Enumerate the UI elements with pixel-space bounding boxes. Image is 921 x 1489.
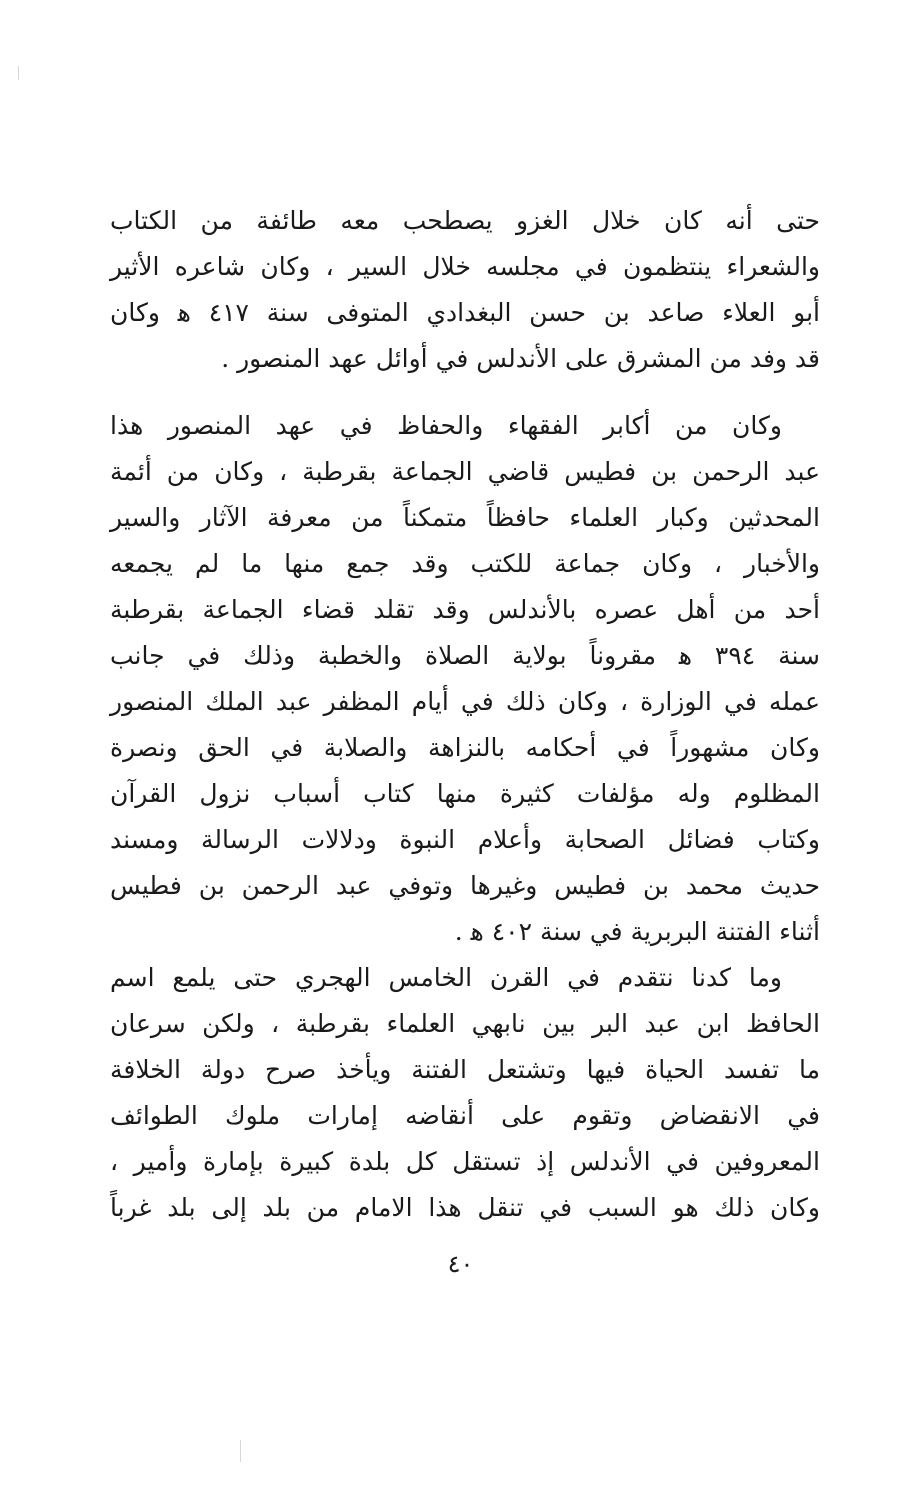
text-line: عبد الرحمن بن فطيس قاضي الجماعة بقرطبة ، وكان من أئمة <box>110 457 820 486</box>
paragraph-2 <box>110 403 820 955</box>
paragraph-1 <box>110 198 820 382</box>
text-line: عمله في الوزارة ، وكان ذلك في أيام المظفر عبد الملك المنصور <box>110 687 820 716</box>
page-number: ٤٠ <box>447 1250 474 1278</box>
text-line: وكتاب فضائل الصحابة وأعلام النبوة ودلالات الرسالة ومسند <box>110 825 820 854</box>
text-line: المظلوم وله مؤلفات كثيرة منها كتاب أسباب نزول القرآن <box>110 779 820 808</box>
text-line: أحد من أهل عصره بالأندلس وقد تقلد قضاء الجماعة بقرطبة <box>110 595 820 624</box>
text-line: الحافظ ابن عبد البر بين نابهي العلماء بقرطبة ، ولكن سرعان <box>110 1009 820 1038</box>
text-line: وكان ذلك هو السبب في تنقل هذا الامام من بلد إلى بلد غرباً <box>110 1193 820 1222</box>
text-line: وكان من أكابر الفقهاء والحفاظ في عهد المنصور هذا <box>110 411 782 440</box>
text-line: المعروفين في الأندلس إذ تستقل كل بلدة كبيرة بإمارة وأمير ، <box>110 1147 820 1176</box>
paragraph-3 <box>110 955 820 1231</box>
text-line: حديث محمد بن فطيس وغيرها وتوفي عبد الرحمن بن فطيس <box>110 871 820 900</box>
text-line: أبو العلاء صاعد بن حسن البغدادي المتوفى سنة ٤١٧ ﻫ وكان <box>110 298 821 327</box>
text-line: والشعراء ينتظمون في مجلسه خلال السير ، وكان شاعره الأثير <box>110 252 820 281</box>
text-line: ما تفسد الحياة فيها وتشتعل الفتنة ويأخذ صرح دولة الخلافة <box>110 1055 820 1084</box>
text-line: المحدثين وكبار العلماء حافظاً متمكناً من معرفة الآثار والسير <box>110 503 820 532</box>
text-line: قد وفد من المشرق على الأندلس في أوائل عهد المنصور . <box>221 344 820 373</box>
scan-mark <box>18 66 19 80</box>
text-line: في الانقضاض وتقوم على أنقاضه إمارات ملوك الطوائف <box>110 1101 820 1130</box>
text-line: أثناء الفتنة البربرية في سنة ٤٠٢ ﻫ . <box>454 917 820 946</box>
text-line: والأخبار ، وكان جماعة للكتب وقد جمع منها ما لم يجمعه <box>110 549 820 578</box>
text-line: سنة ٣٩٤ ﻫ مقروناً بولاية الصلاة والخطبة وذلك في جانب <box>110 641 820 670</box>
text-line: وما كدنا نتقدم في القرن الخامس الهجري حتى يلمع اسم <box>110 963 782 992</box>
text-line: حتى أنه كان خلال الغزو يصطحب معه طائفة من الكتاب <box>110 206 820 235</box>
text-line: وكان مشهوراً في أحكامه بالنزاهة والصلابة في الحق ونصرة <box>110 733 820 762</box>
scan-mark <box>240 1440 241 1462</box>
